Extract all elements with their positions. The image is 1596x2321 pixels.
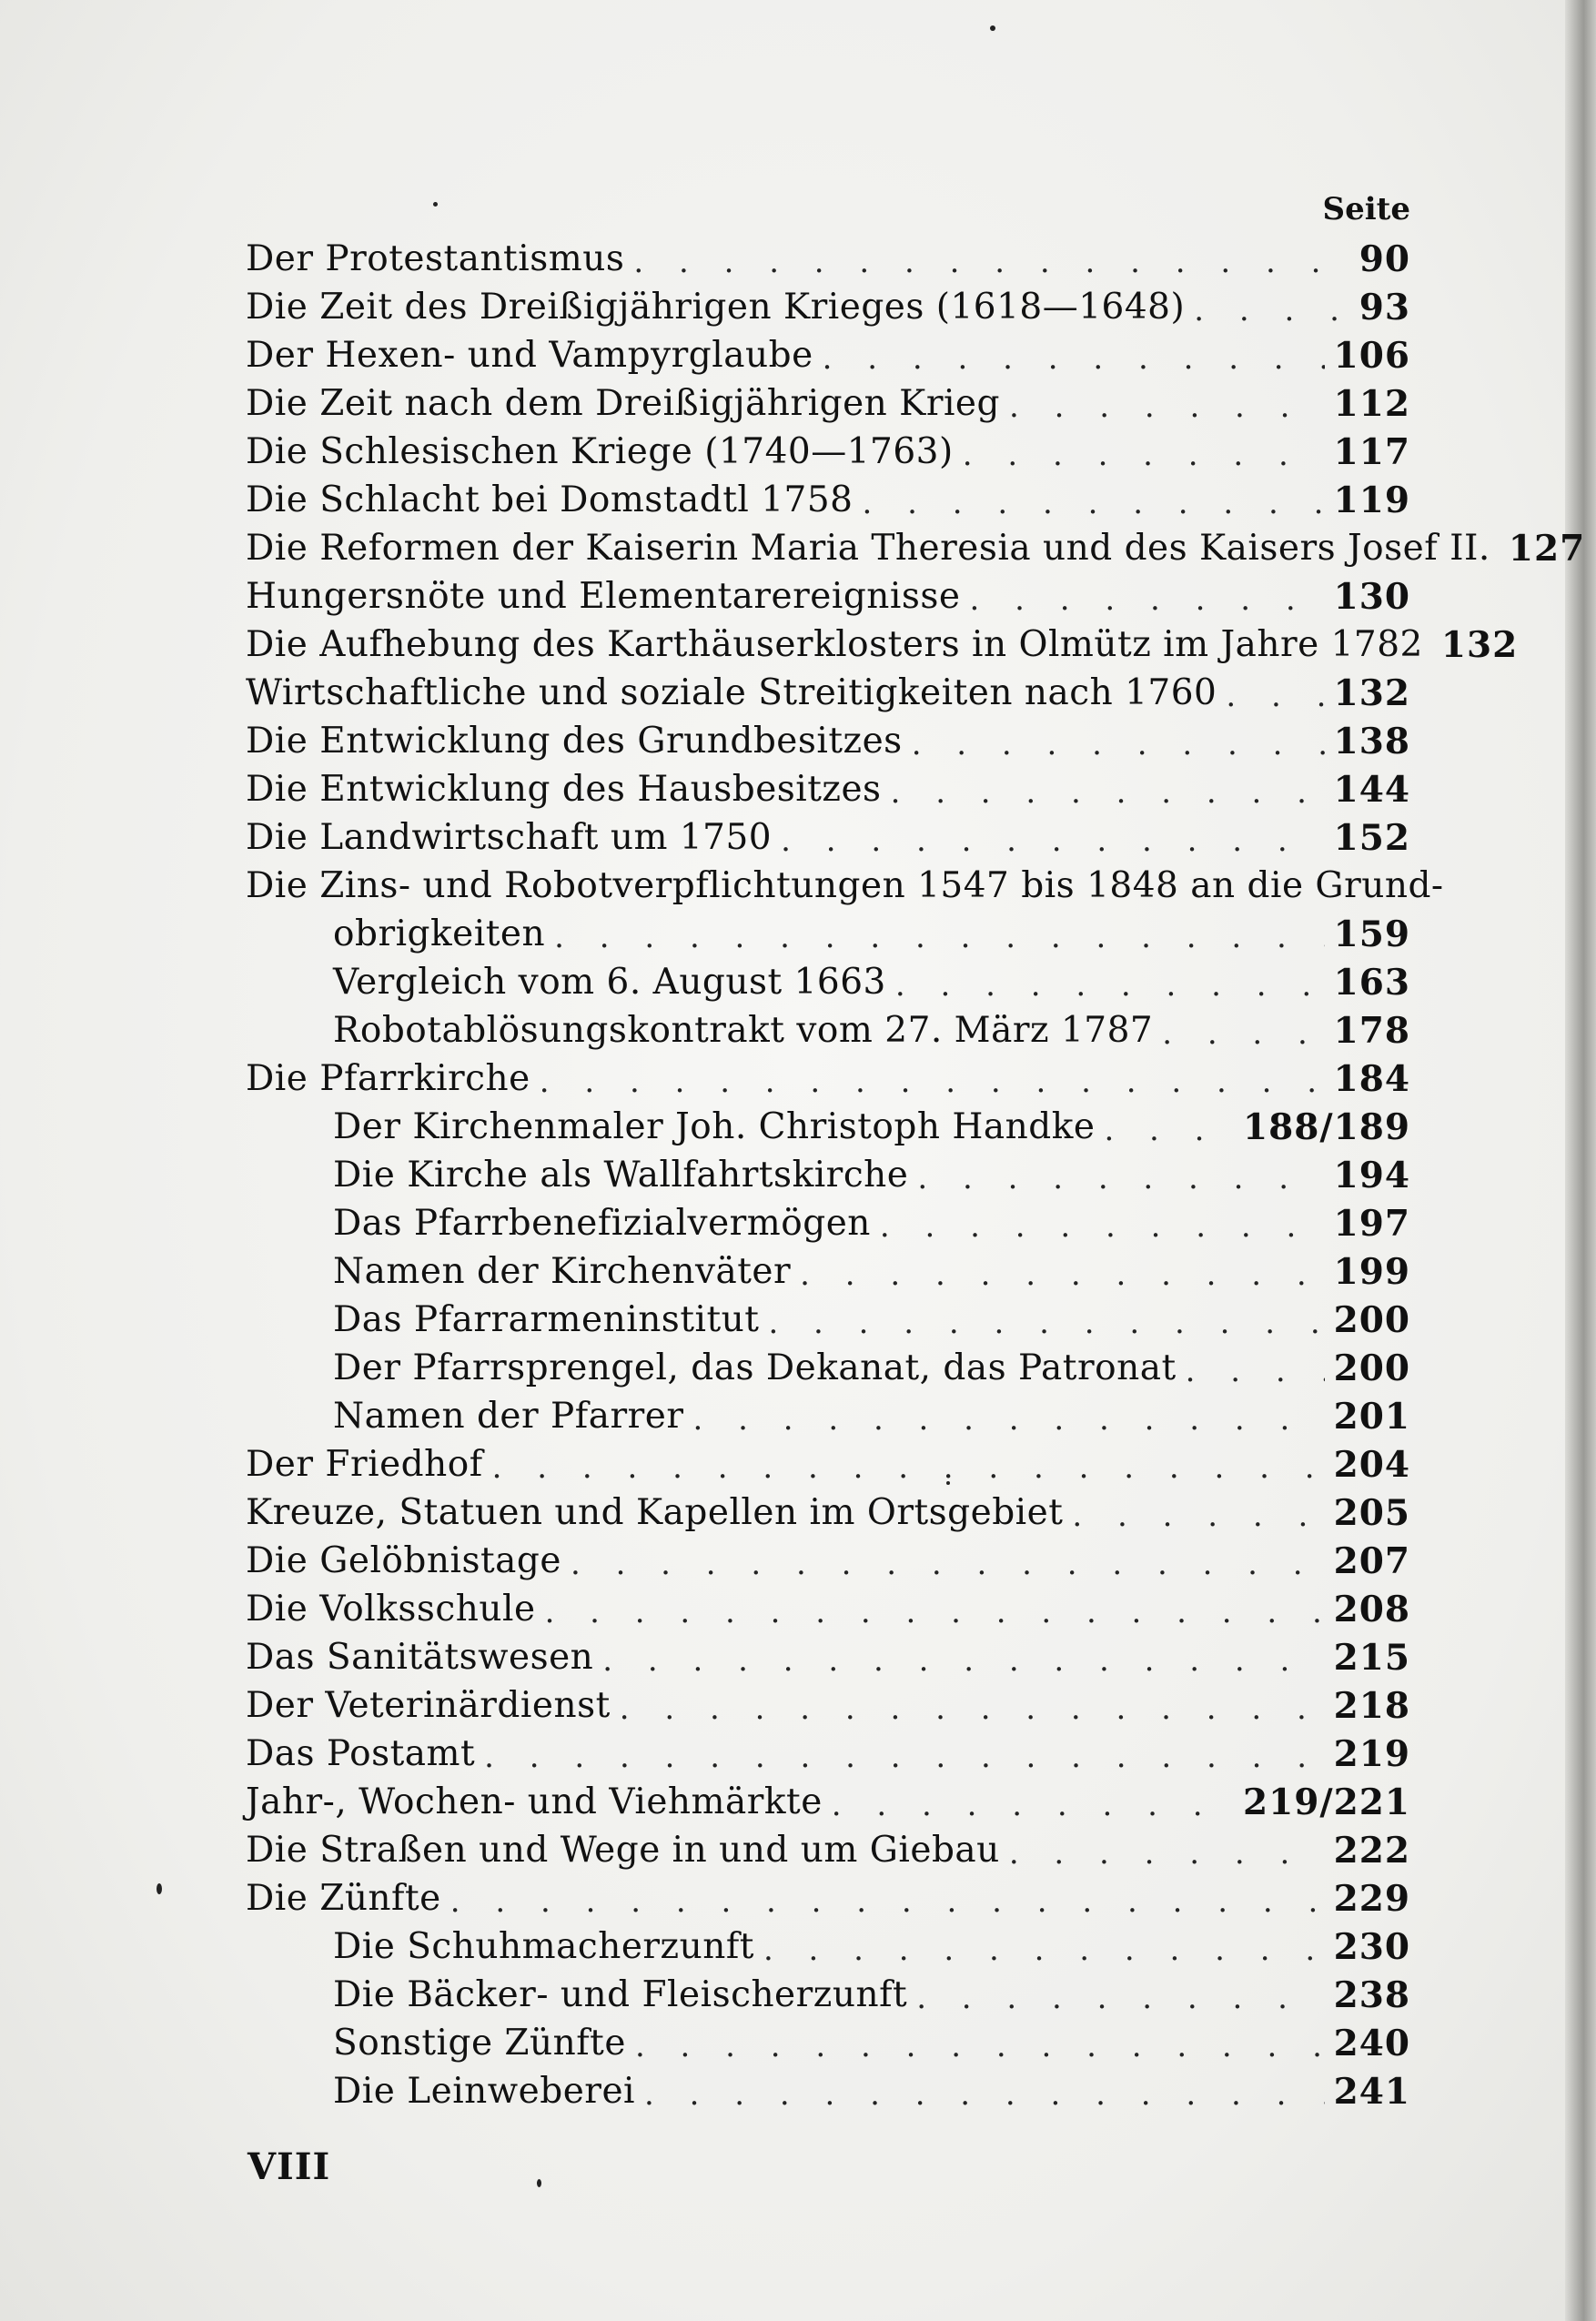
toc-entry-page: 117: [1333, 430, 1410, 473]
toc-leader-dots: [571, 1543, 1325, 1579]
toc-leader-dots: [1194, 289, 1338, 326]
toc-leader-dots: [1104, 1109, 1234, 1145]
toc-entry-page: 238: [1333, 1973, 1410, 2016]
toc-entry: [246, 1296, 1410, 1344]
toc-entry: [246, 283, 1410, 331]
toc-entry-page: 112: [1333, 382, 1410, 425]
toc-entry-title: Die Reformen der Kaiserin Maria Theresia und des Kaisers Josef II.: [246, 528, 1490, 569]
toc-entry: [246, 428, 1410, 476]
toc-entry-page: 90: [1359, 237, 1410, 280]
toc-entry: [246, 1633, 1410, 1681]
toc-entry-title: Das Postamt: [246, 1733, 476, 1774]
toc-entry-title: Die Entwicklung des Hausbesitzes: [246, 769, 882, 810]
toc-entry-page: 208: [1333, 1588, 1410, 1630]
toc-entry-title: Sonstige Zünfte: [333, 2023, 626, 2064]
toc-entry-page: 204: [1333, 1443, 1410, 1486]
toc-entry: [246, 379, 1410, 428]
toc-entry: [246, 1922, 1410, 1971]
toc-entry: [246, 813, 1410, 862]
toc-entry: [246, 958, 1410, 1006]
toc-entry-page: 199: [1333, 1250, 1410, 1293]
toc-entry-page: 200: [1333, 1298, 1410, 1341]
toc-entry-title: Der Pfarrsprengel, das Dekanat, das Patronat: [333, 1347, 1177, 1388]
toc-entry: [246, 572, 1410, 621]
toc-entry-title: Der Friedhof: [246, 1444, 483, 1485]
page-edge-shadow: [1565, 0, 1596, 2321]
toc-leader-dots: [1186, 1350, 1325, 1387]
toc-entry-page: 159: [1333, 913, 1410, 955]
toc-entry: [246, 1537, 1410, 1585]
toc-leader-dots: [891, 772, 1325, 808]
toc-leader-dots: [916, 1977, 1324, 2013]
toc-leader-dots: [540, 1061, 1325, 1097]
toc-entry-page: 207: [1333, 1539, 1410, 1582]
toc-leader-dots: [692, 1398, 1324, 1435]
toc-entry-title: Die Gelöbnistage: [246, 1540, 561, 1581]
toc-entry: [246, 1151, 1410, 1199]
toc-entry-title: Die Landwirtschaft um 1750: [246, 817, 773, 858]
toc-entry-title: Die Volksschule: [246, 1589, 536, 1630]
toc-leader-dots: [635, 2025, 1325, 2062]
toc-entry-page: 205: [1333, 1491, 1410, 1534]
toc-leader-dots: [1226, 675, 1324, 711]
toc-leader-dots: [484, 1736, 1324, 1772]
toc-leader-dots: [781, 820, 1324, 856]
toc-entry: [246, 1055, 1410, 1103]
toc-leader-dots: [763, 1929, 1325, 1965]
toc-leader-dots: [545, 1591, 1325, 1628]
toc-entry: [246, 1778, 1410, 1826]
toc-entry-page: 240: [1333, 2022, 1410, 2064]
toc-entry: [246, 2067, 1410, 2115]
toc-entry: [246, 862, 1444, 910]
toc-entry-title: Der Hexen- und Vampyrglaube: [246, 335, 813, 376]
paper-speck: [157, 1883, 162, 1894]
toc-entry: [246, 1585, 1410, 1633]
toc-entry-page: 163: [1333, 961, 1410, 1004]
toc-entry-page: 219/221: [1242, 1781, 1410, 1823]
toc-entry-title: Die Zeit des Dreißigjährigen Krieges (1618—1648): [246, 287, 1186, 328]
toc-entry: [246, 1730, 1410, 1778]
toc-entry-title: Die Schlacht bei Domstadtl 1758: [246, 479, 854, 520]
toc-leader-dots: [1009, 1832, 1325, 1869]
toc-leader-dots: [1072, 1495, 1324, 1531]
toc-leader-dots: [620, 1688, 1325, 1724]
toc-entry: [246, 669, 1410, 717]
toc-entry-title: Der Kirchenmaler Joh. Christoph Handke: [333, 1106, 1096, 1147]
toc-entry-title: Der Veterinärdienst: [246, 1685, 611, 1726]
page-column-header: Seite: [1322, 191, 1410, 227]
toc-entry: [246, 2019, 1410, 2067]
toc-entry-title: Die Kirche als Wallfahrtskirche: [333, 1155, 909, 1196]
page-number-footer: VIII: [247, 2145, 331, 2188]
toc-entry-title: Die Leinweberei: [333, 2071, 635, 2112]
toc-entry: [246, 717, 1410, 765]
toc-entry-title: Der Protestantismus: [246, 238, 625, 279]
toc-leader-dots: [450, 1881, 1325, 1917]
toc-leader-dots: [832, 1784, 1234, 1821]
toc-entry-page: 229: [1333, 1877, 1410, 1920]
toc-leader-dots: [963, 434, 1325, 470]
toc-entry-page: 119: [1333, 479, 1410, 521]
toc-entry-page: 222: [1333, 1829, 1410, 1872]
toc-entry: [246, 1247, 1410, 1296]
toc-entry: [246, 1874, 1410, 1922]
toc-entry-title: Die Straßen und Wege in und um Giebau: [246, 1830, 1000, 1871]
toc-entry-page: 127: [1508, 527, 1586, 570]
toc-entry-title: Die Schlesischen Kriege (1740—1763): [246, 431, 954, 472]
toc-entry-title: obrigkeiten: [333, 913, 546, 954]
toc-entry: [246, 765, 1410, 813]
toc-entry-page: 132: [1440, 623, 1519, 666]
toc-leader-dots: [1009, 386, 1325, 422]
toc-entry-page: 130: [1333, 575, 1410, 618]
toc-entry-page: 241: [1333, 2070, 1410, 2113]
toc-leader-dots: [554, 916, 1324, 953]
table-of-contents: [246, 235, 1586, 2115]
toc-leader-dots: [863, 482, 1325, 519]
toc-entry-title: Hungersnöte und Elementarereignisse: [246, 576, 961, 617]
toc-entry: [246, 476, 1410, 524]
toc-entry-title: Die Entwicklung des Grundbesitzes: [246, 721, 903, 762]
toc-entry-title: Die Schuhmacherzunft: [333, 1926, 754, 1967]
toc-leader-dots: [895, 964, 1325, 1001]
toc-entry: [246, 331, 1410, 379]
toc-entry-title: Die Bäcker- und Fleischerzunft: [333, 1974, 908, 2015]
toc-entry: [246, 1681, 1410, 1730]
toc-entry-page: 200: [1333, 1347, 1410, 1389]
toc-leader-dots: [800, 1254, 1324, 1290]
toc-entry-page: 144: [1333, 768, 1410, 811]
toc-entry-title: Die Pfarrkirche: [246, 1058, 530, 1099]
toc-entry-title: Robotablösungskontrakt vom 27. März 1787: [333, 1010, 1154, 1051]
toc-leader-dots: [1162, 1013, 1324, 1049]
toc-entry-page: 132: [1333, 671, 1410, 714]
toc-entry-title: Kreuze, Statuen und Kapellen im Ortsgebiet: [246, 1492, 1064, 1533]
toc-entry-title: Die Zeit nach dem Dreißigjährigen Krieg: [246, 383, 1000, 424]
toc-entry: [246, 621, 1519, 669]
toc-entry-page: 178: [1333, 1009, 1410, 1052]
toc-leader-dots: [823, 338, 1325, 374]
toc-entry-title: Wirtschaftliche und soziale Streitigkeiten nach 1760: [246, 672, 1217, 713]
toc-leader-dots: [880, 1206, 1325, 1242]
toc-entry: [246, 910, 1410, 958]
toc-entry-title: Die Zins- und Robotverpflichtungen 1547 bis 1848 an die Grund-: [246, 865, 1444, 906]
toc-entry-title: Vergleich vom 6. August 1663: [333, 962, 886, 1003]
toc-entry-title: Die Zünfte: [246, 1878, 441, 1919]
paper-speck: [990, 25, 995, 31]
toc-entry-page: 184: [1333, 1057, 1410, 1100]
toc-entry-page: 201: [1333, 1395, 1410, 1438]
toc-entry-page: 152: [1333, 816, 1410, 859]
toc-entry: [246, 1199, 1410, 1247]
toc-entry-page: 230: [1333, 1925, 1410, 1968]
toc-leader-dots: [917, 1157, 1324, 1194]
paper-speck: [433, 202, 438, 207]
toc-entry: [246, 1971, 1410, 2019]
toc-entry: [246, 1103, 1410, 1151]
toc-entry-page: 215: [1333, 1636, 1410, 1679]
toc-leader-dots: [912, 723, 1325, 760]
toc-entry: [246, 1392, 1410, 1440]
toc-entry: [246, 1488, 1410, 1537]
toc-entry: [246, 1826, 1410, 1874]
toc-entry-title: Namen der Kirchenväter: [333, 1251, 792, 1292]
toc-entry: [246, 235, 1410, 283]
toc-leader-dots: [768, 1302, 1324, 1338]
toc-leader-dots: [633, 241, 1338, 278]
toc-entry-page: 188/189: [1242, 1105, 1410, 1148]
toc-entry-page: 106: [1333, 334, 1410, 377]
toc-entry-page: 93: [1359, 286, 1410, 328]
toc-entry-title: Das Pfarrarmeninstitut: [333, 1299, 760, 1340]
toc-entry-title: Jahr-, Wochen- und Viehmärkte: [246, 1781, 823, 1822]
toc-entry-title: Das Pfarrbenefizialvermögen: [333, 1203, 871, 1244]
toc-entry-page: 138: [1333, 720, 1410, 762]
toc-entry-page: 218: [1333, 1684, 1410, 1727]
toc-leader-dots: [970, 579, 1325, 615]
toc-entry: [246, 1006, 1410, 1055]
toc-entry-page: 197: [1333, 1202, 1410, 1245]
toc-leader-dots: [644, 2074, 1325, 2110]
toc-entry-title: Die Aufhebung des Karthäuserklosters in Olmütz im Jahre 1782: [246, 624, 1423, 665]
toc-entry-title: Das Sanitätswesen: [246, 1637, 594, 1678]
toc-entry: [246, 524, 1586, 572]
toc-entry-title: Namen der Pfarrer: [333, 1396, 684, 1437]
toc-entry-page: 219: [1333, 1732, 1410, 1775]
toc-leader-dots: [492, 1447, 1325, 1483]
toc-entry: [246, 1440, 1410, 1488]
paper-speck: [537, 2179, 541, 2187]
toc-entry: [246, 1344, 1410, 1392]
toc-entry-page: 194: [1333, 1154, 1410, 1196]
toc-leader-dots: [602, 1640, 1324, 1676]
